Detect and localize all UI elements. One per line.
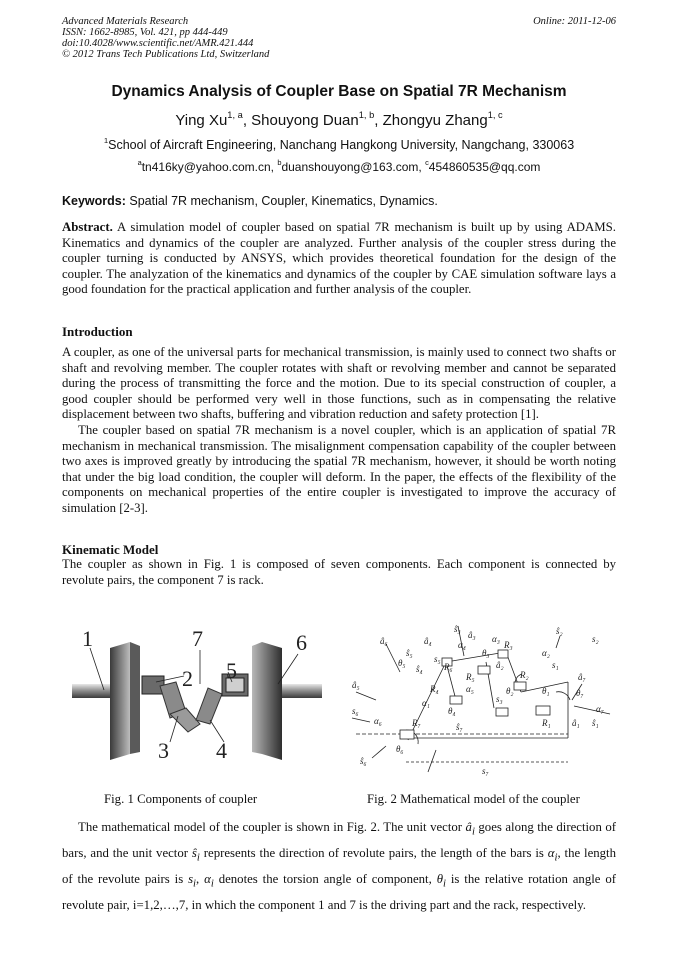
joint-R5 bbox=[478, 666, 490, 674]
fig2-label: α₅ bbox=[466, 684, 474, 694]
fig2-label: θ₄ bbox=[448, 706, 456, 716]
paper-title: Dynamics Analysis of Coupler Base on Spatial 7R Mechanism bbox=[111, 83, 567, 100]
fig2-label: ŝ₄ bbox=[416, 664, 423, 674]
fig1-label: 7 bbox=[192, 626, 203, 651]
paragraph: The coupler based on spatial 7R mechanism is a novel coupler, which is an application of spatial 7R mechanism in mechanical transmission. The misalignment compensation capability of the coupler between two axes is improved greatly by introducing the spatial 7R mechanism, however, it should be worth noting that under the big load condition, the coupler will deform. In the paper, the effects of the flexibility of the components on mechanical properties of the entire coupler is investigated to improve the accuracy of simulation [2-3]. bbox=[62, 422, 616, 515]
journal-name: Advanced Materials Research bbox=[62, 16, 189, 27]
figure-1-coupler-render bbox=[60, 624, 332, 774]
fig2-label: R₃ bbox=[504, 640, 513, 650]
fig2-label: α₁ bbox=[422, 698, 430, 708]
fig1-label: 1 bbox=[82, 626, 93, 651]
text-run: , bbox=[196, 872, 200, 887]
paragraph: A coupler, as one of the universal parts for mechanical transmission, is mainly used to connect two shafts or shaft and revolving member. The coupler rotates with shaft or revolving member and cannot be separated during the process of transmitting the force and the motion. Due to its special construction of coupler, a good coupler should be performed very well in those functions, such as in compensating the relative displacement between two shafts, buffering and vibration reduction and safety protection [1]. bbox=[62, 345, 616, 422]
text-run: goes along the direction of bars, and the unit vector bbox=[62, 820, 616, 861]
abstract-label: Abstract. bbox=[62, 220, 113, 234]
fig2-label: θ₇ bbox=[576, 688, 584, 698]
affiliation-text: School of Aircraft Engineering, Nanchang Hangkong University, Nangchang, 330063 bbox=[108, 138, 575, 152]
fig2-label: θ₅ bbox=[398, 658, 406, 668]
issn-line: ISSN: 1662-8985, Vol. 421, pp 444-449 bbox=[62, 27, 228, 38]
fig2-label: θ₃ bbox=[482, 648, 490, 658]
online-date: Online: 2011-12-06 bbox=[533, 16, 616, 27]
email-address[interactable]: 454860535@qq.com bbox=[428, 160, 541, 174]
fig1-label: 4 bbox=[216, 738, 227, 763]
fig2-label: â₄ bbox=[424, 636, 432, 646]
fig1-label: 2 bbox=[182, 666, 193, 691]
symbol-alpha-torsion: $\alpha_i$ bbox=[204, 872, 214, 890]
doi-line: doi:10.4028/www.scientific.net/AMR.421.444 bbox=[62, 38, 254, 49]
symbol-s-length: $s_i$ bbox=[188, 872, 197, 890]
figure-2-math-model bbox=[346, 622, 616, 780]
author-sup: 1, c bbox=[487, 110, 503, 121]
keywords-text: Spatial 7R mechanism, Coupler, Kinematics, Dynamics. bbox=[129, 194, 438, 208]
text-run: denotes the torsion angle of component, bbox=[218, 872, 432, 887]
author-sup: 1, b bbox=[358, 110, 375, 121]
fig2-label: â₇ bbox=[578, 672, 586, 682]
affiliation bbox=[0, 138, 678, 152]
fig2-label: θ₁ bbox=[542, 686, 550, 696]
fig2-label: α₃ bbox=[492, 634, 500, 644]
right-block bbox=[252, 642, 282, 760]
fig2-label: â₂ bbox=[496, 660, 504, 670]
author-name: Zhongyu Zhang bbox=[382, 112, 488, 129]
fig2-label: ŝ₇ bbox=[456, 722, 463, 732]
fig2-label: s₅ bbox=[434, 654, 441, 664]
text-run: is the relative rotation angle of revolute pair, i=1,2,…,7, in which the component 1 and 7 is the driving part and the rack, respectively. bbox=[62, 872, 617, 913]
keywords bbox=[62, 194, 616, 208]
joint-R3 bbox=[498, 650, 508, 658]
fig2-label: ŝ₃ bbox=[454, 624, 461, 634]
left-block bbox=[110, 642, 130, 760]
email-list: $^a$tn416ky@yahoo.com.cn, $^b$duanshouyong@163.com, $^c$454860535@qq.com bbox=[137, 158, 541, 174]
symbol-s: $ŝ_i$ bbox=[191, 846, 200, 864]
fig2-label: θ₂ bbox=[506, 686, 514, 696]
author-name: Shouyong Duan bbox=[251, 112, 359, 129]
fig2-label: θ₆ bbox=[396, 744, 404, 754]
keywords-label: Keywords: bbox=[62, 194, 126, 208]
email-address[interactable]: tn416ky@yahoo.com.cn bbox=[141, 160, 271, 174]
figure-2-caption: Fig. 2 Mathematical model of the coupler bbox=[367, 792, 580, 806]
text-run: , the length of the revolute pairs is bbox=[62, 846, 617, 887]
paragraph: The coupler as shown in Fig. 1 is composed of seven components. Each component is connected by revolute pairs, the component 7 is rack. bbox=[62, 557, 616, 587]
fig1-label: 3 bbox=[158, 738, 169, 763]
copyright-line: © 2012 Trans Tech Publications Ltd, Switzerland bbox=[62, 49, 270, 60]
fig2-label: s₁ bbox=[552, 660, 559, 670]
email-sup: a bbox=[137, 158, 142, 168]
email-sup: b bbox=[277, 158, 282, 168]
fig2-label: s₃ bbox=[496, 694, 503, 704]
symbol-a: $â_i$ bbox=[465, 820, 475, 838]
author-name: Ying Xu bbox=[175, 112, 228, 129]
affiliation-sup: 1 bbox=[103, 136, 109, 146]
text-run: represents the direction of revolute pairs, the length of the bars is bbox=[203, 846, 544, 861]
fig2-label: â₃ bbox=[468, 630, 476, 640]
math-paragraph bbox=[62, 817, 616, 916]
fig2-label: R₇ bbox=[412, 718, 421, 728]
fig2-label: R₂ bbox=[520, 670, 529, 680]
email-sup: c bbox=[425, 158, 429, 168]
introduction-body bbox=[62, 345, 616, 517]
fig2-label: R₄ bbox=[430, 684, 439, 694]
fig1-label: 6 bbox=[296, 630, 307, 655]
fig2-label: â₅ bbox=[352, 680, 360, 690]
link-2 bbox=[142, 676, 164, 694]
symbol-theta: $\theta_i$ bbox=[436, 872, 446, 890]
fig2-label: α₇ bbox=[596, 704, 604, 714]
joint-R1 bbox=[536, 706, 550, 715]
abstract bbox=[62, 220, 616, 298]
fig2-label: R₅ bbox=[466, 672, 475, 682]
fig2-label: â₁ bbox=[572, 718, 580, 728]
author-list: Ying Xu$^{1, a}$, Shouyong Duan$^{1, b}$, Zhongyu Zhang$^{1, c}$ bbox=[175, 110, 503, 129]
author-sup: 1, a bbox=[227, 110, 243, 121]
text-run: The mathematical model of the coupler is shown in Fig. 2. The unit vector bbox=[78, 820, 463, 834]
fig2-label: ŝ₆ bbox=[360, 756, 367, 766]
fig2-label: α₄ bbox=[458, 640, 466, 650]
journal-header bbox=[62, 16, 616, 60]
fig2-label: â₆ bbox=[380, 636, 388, 646]
fig2-label: ŝ₅ bbox=[406, 648, 413, 658]
fig2-label: s₇ bbox=[482, 766, 489, 776]
fig2-label: s₆ bbox=[352, 706, 359, 716]
fig2-label: R₁ bbox=[542, 718, 551, 728]
fig1-label: 5 bbox=[226, 658, 237, 683]
abstract-text: A simulation model of coupler based on spatial 7R mechanism is built up by using ADAMS. Kinematics and dynamics of the coupler are analyzed. Further analysis of the coupler stress during the coupler turning is conducted by ANSYS, which provides theoretical foundation for the design of the coupler. The analyzation of the kinematics and dynamics of the coupler by CAE simulation software lays a good foundation for the practical application and further analysis of the coupler. bbox=[62, 220, 616, 297]
section-heading-introduction: Introduction bbox=[62, 324, 133, 339]
section-heading-kinematic: Kinematic Model bbox=[62, 542, 159, 557]
joint-R2 bbox=[514, 682, 526, 690]
fig2-label: α₆ bbox=[374, 716, 382, 726]
email-address[interactable]: duanshouyong@163.com bbox=[281, 160, 419, 174]
fig2-label: α₂ bbox=[542, 648, 550, 658]
fig2-label: s₂ bbox=[592, 634, 599, 644]
fig2-label: R₆ bbox=[444, 662, 453, 672]
link-4 bbox=[196, 688, 222, 724]
kinematic-body bbox=[62, 557, 616, 588]
fig2-label: ŝ₂ bbox=[556, 626, 563, 636]
symbol-alpha: $\alpha_i$ bbox=[547, 846, 558, 864]
joint-R7 bbox=[400, 730, 414, 739]
figure-1-caption: Fig. 1 Components of coupler bbox=[104, 792, 258, 806]
fig2-label: ŝ₁ bbox=[592, 718, 599, 728]
